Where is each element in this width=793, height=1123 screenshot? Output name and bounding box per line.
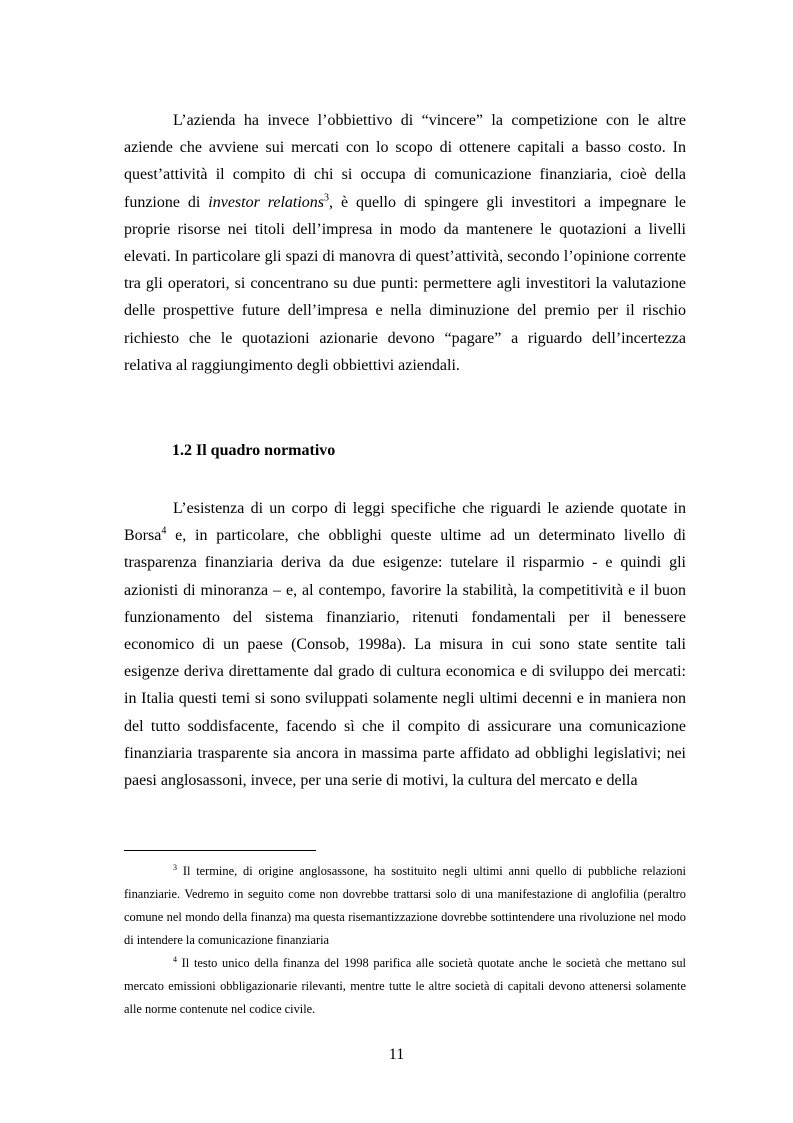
paragraph-investor-relations	[124, 107, 686, 379]
footnote-ref-3[interactable]: 3	[324, 192, 330, 204]
section-heading: 1.2 Il quadro normativo	[172, 442, 336, 459]
footnote-text: Il termine, di origine anglosassone, ha sostituito negli ultimi anni quello di pubbliche relazioni finanziarie. Vedremo in seguito come non dovrebbe trattarsi solo di una manifestazione di anglofilia (peraltro comune nel mondo della finanza) ma questa risemantizzazione dovrebbe sottintendere una rivoluzione nel modo di intendere la comunicazione finanziaria	[124, 864, 686, 947]
paragraph-1	[124, 107, 686, 379]
footnotes	[124, 860, 686, 1021]
footnote-4	[124, 952, 686, 1021]
paragraph-normative-framework	[124, 495, 686, 794]
footnote-number: 4	[173, 954, 177, 964]
page-number: 11	[388, 1046, 405, 1063]
paragraph-1-italic-term: investor relations	[208, 193, 325, 211]
paragraph-1-text-a: L’azienda ha invece l’obbiettivo di “vincere” la competizione con le altre aziende che avviene sui mercati con lo scopo di ottenere capitali a basso costo. In quest’attività il compito di chi si occupa di comunicazione finanziaria, cioè della funzione di	[124, 112, 686, 211]
paragraph-2-text-b: e, in particolare, che obblighi queste ultime ad un determinato livello di trasparenza finanziaria deriva da due esigenze: tutelare il risparmio - e quindi gli azionisti di minoranza – e, al contempo, favorire la stabilità, la competitività e il buon funzionamento del sistema finanziario, ritenuti fondamentali per il benessere economico di un paese (Consob, 1998a). La misura in cui sono state sentite tali esigenze deriva direttamente dal grado di cultura economica e di sviluppo dei mercati: in Italia questi temi si sono sviluppati solamente negli ultimi decenni e in maniera non del tutto soddisfacente, facendo sì che il compito di assicurare una comunicazione finanziaria trasparente sia ancora in massima parte affidato ad obblighi legislativi; nei paesi anglosassoni, invece, per una serie di motivi, la cultura del mercato e della	[124, 527, 686, 790]
paragraph-2	[124, 495, 686, 794]
footnote-ref-4[interactable]: 4	[161, 525, 167, 537]
footnote-3	[124, 860, 686, 952]
paragraph-1-text-b: , è quello di spingere gli investitori a impegnare le proprie risorse nei titoli dell’impresa in modo da mantenere le quotazioni a livelli elevati. In particolare gli spazi di manovra di quest’attività, secondo l’opinione corrente tra gli operatori, si concentrano su due punti: permettere agli investitori la valutazione delle prospettive future dell’impresa e nella diminuzione del premio per il rischio richiesto che le quotazioni azionarie devono “pagare” a riguardo dell’incertezza relativa al raggiungimento degli obbiettivi aziendali.	[124, 193, 687, 374]
paragraph-2-text-a: L’esistenza di un corpo di leggi specifiche che riguardi le aziende quotate in Borsa	[124, 500, 686, 545]
footnote-number: 3	[173, 862, 177, 872]
footnote-text: Il testo unico della finanza del 1998 parifica alle società quotate anche le società che mettano sul mercato emissioni obbligazionarie rilevanti, mentre tutte le altre società di capitali devono attenersi solamente alle norme contenute nel codice civile.	[124, 956, 686, 1016]
footnote-separator	[124, 850, 316, 851]
